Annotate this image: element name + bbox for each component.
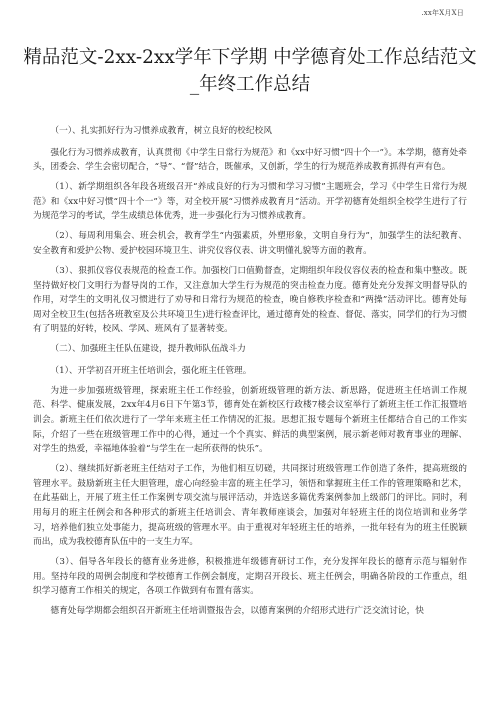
paragraph: 为进一步加强班级管理，探索班主任工作经验，创新班级管理的新方法、新思路，促进班主任培训工作规范、科学、健康发展，2xx年4月6日下午第3节，德育处在新校区行政楼7楼会议室举行了新班主任工作汇报暨培训会。新班主任们依次进行了一学年来班主任工作情况的汇报。思想汇报专题每个新班主任都结合自己的工作实际，介绍了一些在班级管理工作中的心得，通过一个个真实、鲜活的典型案例，展示新老师对教育事业的理解、对学生的热爱，幸福地体验着“与学生在一起所获得的快乐”。 [33,385,467,455]
document-title: 精品范文-2xx-2xx学年下学期 中学德育处工作总结范文_年终工作总结 [23,47,477,95]
paragraph: （1）、新学期组织各年段各班级召开“养成良好的行为习惯和学习习惯”主题班会，学习《中学生日常行为规范》和《xx中好习惯“四十个一”》等，对全校开展“习惯养成教育月”活动。开学初德育处组织全校学生进行了行为规范学习的考试，学生成绩总体优秀，进一步强化行为习惯养成教育。 [33,182,467,222]
paragraph: （2）、每周利用集会、班会机会，教育学生“内强素质，外塑形象，文明自身行为”，加强学生的法纪教育、安全教育和爱护公物、爱护校园环境卫生、讲究仪容仪表、讲文明懂礼貌等方面的教育。 [33,231,467,256]
section-heading: （二）、加强班主任队伍建设，提升教师队伍战斗力 [50,344,246,355]
paragraph: 强化行为习惯养成教育，认真贯彻《中学生日常行为规范》和《xx中好习惯“四十个一”》。本学期，德育处牵头，团委会、学生会密切配合，“导”、“督”结合，既催承，又创新，学生的行为规范养成教育抓得有声有色。 [33,147,467,173]
paragraph: 德育处每学期都会组织召开新班主任培训暨报告会，以德育案例的介绍形式进行广泛交流讨论，快 [50,606,424,617]
paragraph: （2）、继续抓好新老班主任结对子工作，为他们相互切磋，共同探讨班级管理工作创造了条件，提高班级的管理水平。鼓励新班主任大胆管理，虚心向经验丰富的班主任学习，领悟和掌握班主任工作的管理策略和艺术，在此基础上，开展了班主任工作案例专项交流与展评活动，并选送多篇优秀案例参加上级部门的评比。同时，利用每月的班主任例会和各种形式的新班主任培训会、青年教师座谈会，加强对年轻班主任的岗位培训和业务学习，培养他们独立处事能力，提高班级的管理水平。由于重视对年轻班主任的培养，一批年轻有为的班主任脱颖而出，成为我校德育队伍中的一支生力军。 [33,464,467,548]
document-date: .xx年X月X日 [421,9,464,17]
paragraph: （3）、狠抓仪容仪表规范的检查工作。加强校门口值勤督查，定期组织年段仪容仪表的检查和集中整改。既坚持做好校门文明行为督导岗的工作，又注意加大学生行为规范的突击检查力度。德育处充分发挥文明督导队的作用，对学生的文明礼仪习惯进行了劝导和日常行为规范的检查，晚自修秩序检查和“两操”活动评比。德育处每周对全校卫生(包括各班教室及公共环境卫生)进行检查评比，通过德育处的检查、督促、落实，同学们的行为习惯有了明显的好转，校风、学风、班风有了显著转变。 [33,265,467,335]
document-body [33,124,467,624]
paragraph: （1）、开学初召开班主任培训会，强化班主任管理。 [50,365,252,376]
paragraph: （3）、倡导各年段长的德育业务进修，积极推进年级德育研讨工作，充分发挥年段长的德育示范与辐射作用。坚持年段的周例会制度和学校德育工作例会制度，定期召开段长、班主任例会，明确各阶段的工作重点，组织学习德育工作相关的规定，各项工作做到有布置有落实。 [33,557,467,597]
section-heading: （一）、扎实抓好行为习惯养成教育，树立良好的校纪校风 [50,126,272,136]
